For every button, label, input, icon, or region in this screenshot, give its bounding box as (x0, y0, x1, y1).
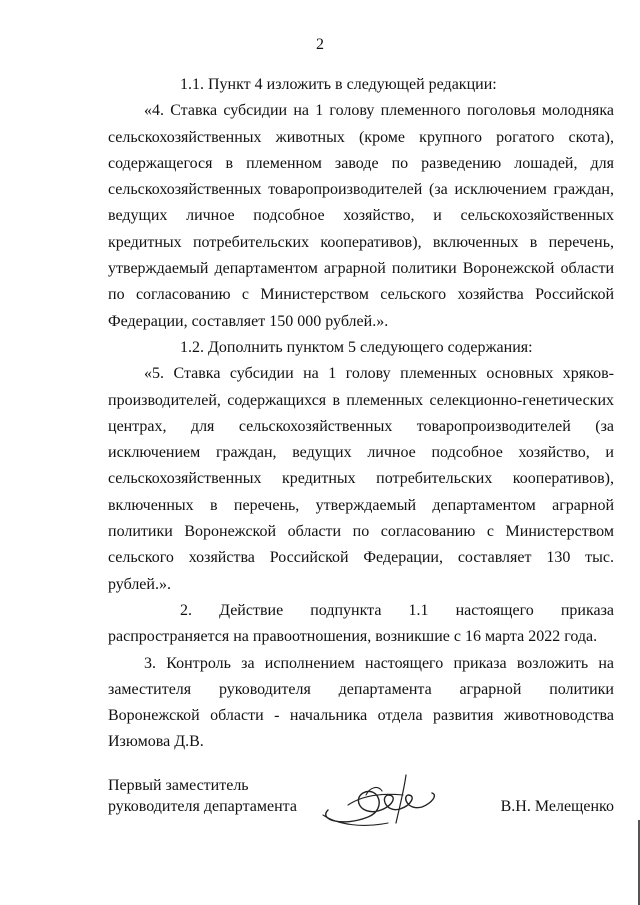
signatory-position-line-2: руководителя департамента (108, 798, 297, 815)
signature-block (108, 775, 614, 845)
paragraph-number: 1.2. (180, 338, 204, 356)
signatory-position (108, 775, 328, 817)
paragraph-text: «4. Ставка субсидии на 1 голову племенного поголовья молодняка сельскохозяйственных животных (кроме крупного рогатого скота), содержащегося в племенном заводе по разведению лошадей, для сельскохозяйственных товаропроизводителей (за исключением граждан, ведущих личное подсобное хозяйство, и сельскохозяйственных кредитных потребительских кооперативов), включенных в перечень, утверждаемый департаментом аграрной политики Воронежской области по согласованию с Министерством сельского хозяйства Российской Федерации, составляет 150 000 рублей.». (108, 102, 614, 330)
paragraph-point-4 (108, 98, 614, 335)
document-body (108, 72, 614, 756)
paragraph-point-5 (108, 361, 614, 598)
paragraph-text: Пункт 4 изложить в следующей редакции: (208, 76, 497, 93)
paragraph-number: 2. (180, 601, 192, 619)
paragraph-text: 3. Контроль за исполнением настоящего приказа возложить на заместителя руководителя департамента аграрной политики Воронежской области - начальника отдела развития животноводства Изюмова Д.В. (108, 654, 614, 751)
paragraph-1-1 (108, 72, 614, 98)
signatory-position-line-1: Первый заместитель (108, 777, 249, 794)
paragraph-3 (108, 651, 614, 756)
paragraph-2 (108, 598, 614, 651)
paragraph-text: Дополнить пунктом 5 следующего содержания: (208, 338, 533, 356)
handwritten-signature (308, 765, 458, 835)
paragraph-text: «5. Ставка субсидии на 1 голову племенных основных хряков-производителей, содержащихся в племенных селекционно-генетических центрах, для сельскохозяйственных товаропроизводителей (за исключением граждан, ведущих личное подсобное хозяйство, и сельскохозяйственных кредитных потребительских кооперативов), включенных в перечень, утверждаемый департаментом аграрной политики Воронежской области по согласованию с Министерством сельского хозяйства Российской Федерации, составляет 130 тыс. рублей.». (108, 365, 614, 593)
paragraph-1-2 (108, 335, 614, 361)
signatory-name: В.Н. Мелещенко (500, 798, 614, 815)
page-number: 2 (316, 36, 324, 53)
paragraph-text: Действие подпункта 1.1 настоящего приказа распространяется на правоотношения, возникшие с 16 марта 2022 года. (108, 601, 615, 646)
paragraph-number: 1.1. (180, 76, 204, 93)
